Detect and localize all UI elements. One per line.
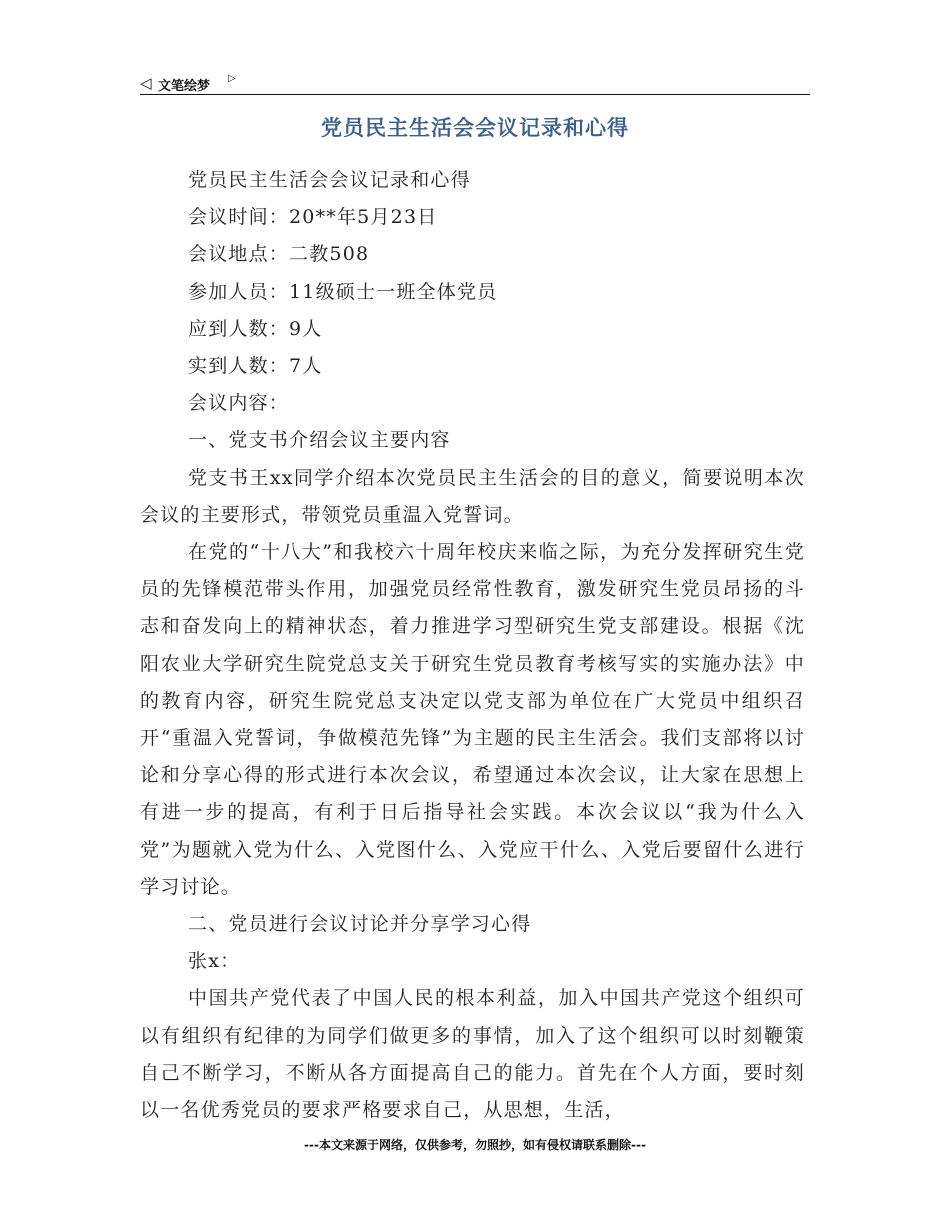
- speaker-label: 张x：: [188, 950, 241, 973]
- document-title: 党员民主生活会会议记录和心得: [321, 116, 629, 140]
- brand-label: 文笔绘梦: [158, 79, 211, 94]
- paragraph-meeting-place: 会议地点：二教508: [188, 243, 370, 266]
- right-triangle-icon: ▷: [228, 73, 236, 84]
- left-triangle-icon: ◁: [140, 74, 152, 92]
- page-footer: ---本文来源于网络，仅供参考，勿照抄，如有侵权请联系删除---: [304, 1138, 646, 1152]
- paragraph-speaker-text: 中国共产党代表了中国人民的根本利益，加入中国共产党这个组织可以有组织有纪律的为同学们做更多的事情，加入了这个组织可以时刻鞭策自己不断学习，不断从各方面提高自己的能力。首先在个人方面，要时刻以一名优秀党员的要求严格要求自己，从思想，生活，: [140, 987, 805, 1122]
- paragraph-actual-count: 实到人数：7人: [188, 355, 323, 378]
- paragraph-content-label: 会议内容：: [188, 392, 290, 415]
- section-heading-1: 一、党支书介绍会议主要内容: [188, 429, 451, 452]
- document-body: [140, 162, 805, 1129]
- paragraph-background: 在党的“十八大”和我校六十周年校庆来临之际，为充分发挥研究生党员的先锋模范带头作用，加强党员经常性教育，激发研究生党员昂扬的斗志和奋发向上的精神状态，着力推进学习型研究生党支部建设。根据《沈阳农业大学研究生院党总支关于研究生党员教育考核写实的实施办法》中的教育内容，研究生院党总支决定以党支部为单位在广大党员中组织召开“重温入党誓词，争做模范先锋”为主题的民主生活会。我们支部将以讨论和分享心得的形式进行本次会议，希望通过本次会议，让大家在思想上有进一步的提高，有利于日后指导社会实践。本次会议以“我为什么入党”为题就入党为什么、入党图什么、入党应干什么、入党后要留什么进行学习讨论。: [140, 541, 805, 898]
- paragraph-subtitle: 党员民主生活会会议记录和心得: [188, 169, 471, 191]
- page-header: [140, 70, 810, 95]
- paragraph-intro: 党支书王xx同学介绍本次党员民主生活会的目的意义，简要说明本次会议的主要形式，带领党员重温入党誓词。: [140, 466, 805, 526]
- paragraph-attendees: 参加人员：11级硕士一班全体党员: [188, 280, 498, 303]
- paragraph-expected-count: 应到人数：9人: [188, 317, 323, 340]
- paragraph-meeting-time: 会议时间：20**年5月23日: [188, 206, 438, 229]
- section-heading-2: 二、党员进行会议讨论并分享学习心得: [188, 913, 532, 936]
